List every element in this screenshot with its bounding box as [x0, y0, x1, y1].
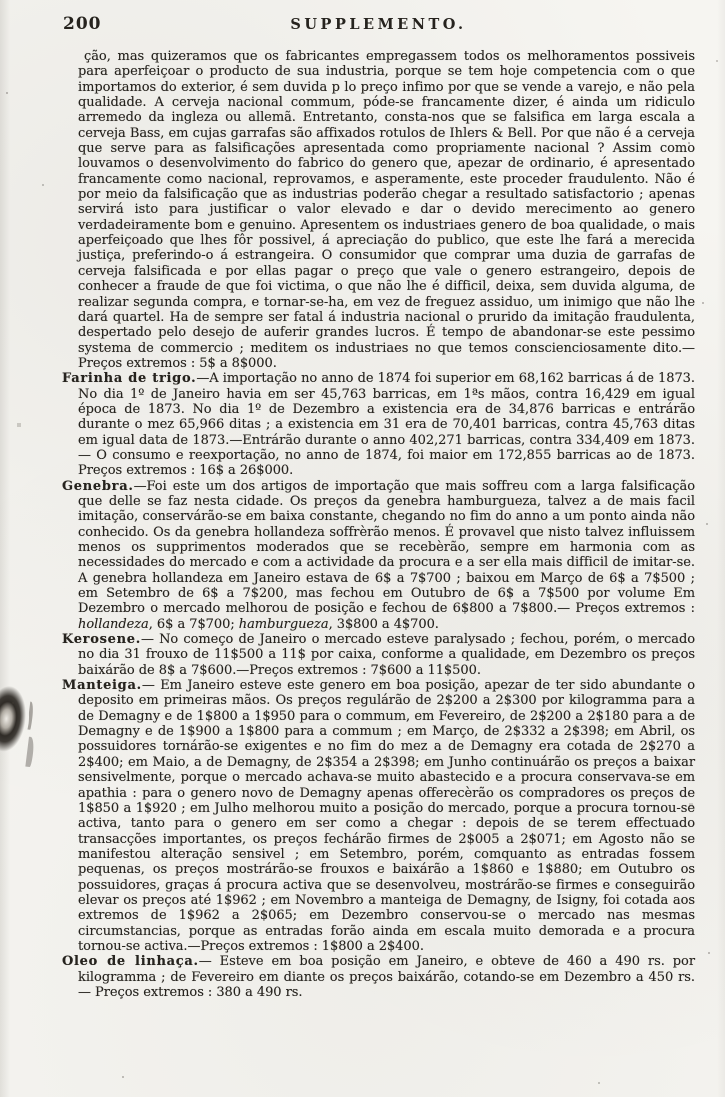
entry-body-segment: , 3$800 a 4$700. — [328, 616, 439, 632]
ink-smudge-artifact — [0, 684, 33, 755]
entry-body-segment: , 6$ a 7$700; — [148, 616, 239, 632]
page-number: 200 — [63, 14, 102, 34]
entry-kerosene — [62, 632, 695, 678]
entry-lead: Oleo de linhaça. — [62, 954, 199, 970]
entry-body: —A importação no anno de 1874 foi superior em 68,162 barricas á de 1873. No dia 1º de Janeiro havia em ser 45,763 barricas, em 1ªs mãos, contra 16,429 em igual época de 1873. No dia 1º de Dezembro a existencia era de 34,876 barricas e entrárão durante o mez 65,966 ditas ; a existencia em 31 era de 70,401 barricas, contra 45,763 ditas em igual data de 1873.—Entrárão durante o anno 402,271 barricas, contra 334,409 em 1873.— O consumo e reexportação, no anno de 1874, foi maior em 172,855 barricas ao de 1873. Preços extremos : 16$ a 26$000. — [78, 371, 695, 479]
entry-body: — Em Janeiro esteve este genero em boa posição, apezar de ter sido abundante o deposito em primeiras mãos. Os preços regulárão de 2$200 a 2$300 por kilogramma para a de Demagny e de 1$800 a 1$950 para o commum, em Fevereiro, de 2$200 a 2$180 para a de Demagny e de 1$900 a 1$800 para a commum ; em Março, de 2$332 a 2$398; em Abril, os possuidores tornárão-se exigentes e no fim do mez a de Demagny era cotada de 2$270 a 2$400; em Maio, a de Demagny, de 2$354 a 2$398; em Junho continuárão os preços a baixar sensivelmente, porque o mercado achava-se muito abastecido e a procura conservava-se em apathia : para o genero novo de Demagny apenas offerecèrão os compradores os preços de 1$850 a 1$920 ; em Julho melhorou muito a posição do mercado, porque a procura tornou-se activa, tanto para o genero em ser como a chegar : depois de se terem effectuado transacções importantes, os preços fechárão firmes de 2$005 a 2$071; em Agosto não se manifestou alteração sensivel ; em Setembro, porém, comquanto as entradas fossem pequenas, os preços mostrárão-se frouxos e baixárão a 1$860 e 1$880; em Outubro os possuidores, graças á procura activa que se desenvolveu, mostrárão-se firmes e conseguirão elevar os preços até 1$962 ; em Novembro a manteiga de Demagny, de Isigny, foi cotada aos extremos de 1$962 a 2$065; em Dezembro conservou-se o mercado nas mesmas circumstancias, porque as entradas forão ainda em escala muito demorada e a procura tornou-se activa.—Preços extremos : 1$800 a 2$400. — [78, 678, 695, 954]
entry-lead: Farinha de trigo. — [62, 371, 197, 387]
entry-body-segment-italic: hollandeza — [78, 616, 149, 632]
entry-farinha-de-trigo — [62, 371, 695, 478]
entry-lead: Genebra. — [62, 478, 134, 494]
entry-genebra — [62, 479, 695, 632]
entry-lead: Manteiga. — [62, 678, 142, 694]
entry-lead: Kerosene. — [62, 632, 141, 648]
paragraph-opening-text: ção, mas quizeramos que os fabricantes empregassem todos os melhoramentos possiveis para aperfeiçoar o producto de sua industria, porque se tem hoje competencia com o que importamos do exterior, é sem duvida p lo preço infimo por que se vende a varejo, e não pela qualidade. A cerveja nacional commum, póde-se francamente dizer, é ainda um ridiculo arremedo da ingleza ou allemã. Entretanto, consta-nos que se falsifica em larga escala a cerveja Bass, em cujas garrafas são affixados rotulos de Ihlers & Bell. Por que não é a cerveja que serve para as falsificações apresentada como propriamente nacional ? Assim como louvamos o desenvolvimento do fabrico do genero que, apezar de ordinario, é apresentado francamente como nacional, reprovamos, e asperamente, este proceder fraudulento. Não é por meio da falsificação que as industrias poderão chegar a resultado satisfactorio ; apenas servirá isto para justificar o valor elevado e dar o devido merecimento ao genero verdadeiramente bom e genuino. Apresentem os industriaes genero de boa qualidade, o mais aperfeiçoado que lhes fôr possivel, á apreciação do publico, que este lhe fará a merecida justiça, preferindo-o á estrangeira. O consumidor que comprar uma duzia de garrafas de cerveja falsificada e por ellas pagar o preço que vale o genero estrangeiro, depois de conhecer a fraude de que foi victima, o que não lhe é difficil, deixa, sem duvida alguma, de realizar segunda compra, e tornar-se-ha, em vez de freguez assiduo, um inimigo que não lhe dará quartel. Ha de sempre ser fatal á industria nacional o prurido da imitação fraudulenta, despertado pelo desejo de auferir grandes lucros. É tempo de abandonar-se este pessimo systema de commercio ; meditem os industriaes no que temos conscienciosamente dito.— Preços extremos : 5$ a 8$000. — [78, 49, 695, 371]
entry-manteiga — [62, 678, 695, 954]
entry-oleo-de-linhaca — [62, 954, 695, 1000]
entry-body-segment: —Foi este um dos artigos de importação que mais soffreu com a larga falsificação que delle se faz nesta cidade. Os preços da genebra hamburgueza, talvez a de mais facil imitação, conservárão-se em baixa constante, chegando no fim do anno a um ponto ainda não conhecido. Os da genebra hollandeza soffrèrão menos. É provavel que nisto talvez influissem menos os supprimentos moderados que se recebèrão, sempre em harmonia com as necessidades do mercado e com a actividade da procura e a ser ella mais difficil de imitar-se. A genebra hollandeza em Janeiro estava de 6$ a 7$700 ; baixou em Março de 6$ a 7$500 ; em Setembro de 6$ a 7$200, mas fechou em Outubro de 6$ a 7$500 por volume Em Dezembro o mercado melhorou de posição e fechou de 6$800 a 7$800.— Preços extremos : — [78, 478, 695, 617]
entry-body: — Esteve em boa posição em Janeiro, e obteve de 460 a 490 rs. por kilogramma ; de Fevereiro em diante os preços baixárão, cotando-se em Dezembro a 450 rs.— Preços extremos : 380 a 490 rs. — [78, 954, 695, 1000]
entry-body-segment-italic: hamburgueza — [238, 616, 329, 632]
page-title: SUPPLEMENTO. — [290, 16, 467, 33]
paragraph-opening — [62, 49, 695, 371]
dust-specks-artifact — [0, 0, 2, 2]
page-body-text — [62, 49, 695, 1000]
entry-body: — No começo de Janeiro o mercado esteve paralysado ; fechou, porém, o mercado no dia 31 frouxo de 11$500 a 11$ por caixa, conforme a qualidade, em Dezembro os preços baixárão de 8$ a 7$600.—Preços extremos : 7$600 a 11$500. — [78, 632, 695, 678]
